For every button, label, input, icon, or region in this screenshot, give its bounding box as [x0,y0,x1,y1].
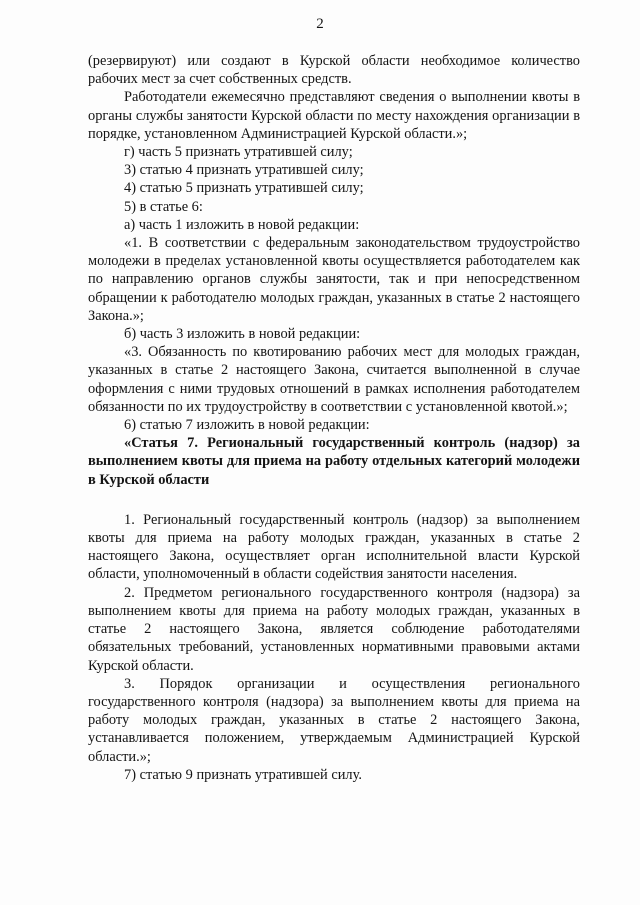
paragraph-article-7-point-2: 2. Предметом регионального государственного контроля (надзора) за выполнением квоты для приема на работу молодых граждан, указанных в статье 2 настоящего Закона, является соблюдение работодателями обязательных требований, установленных нормативными правовыми актами Курской области. [88,584,580,674]
paragraph-part-3-text: «3. Обязанность по квотированию рабочих мест для молодых граждан, указанных в статье 2 настоящего Закона, считается выполненной в случае оформления с ними трудовых отношений в рамках исполнения работодателем обязанности по их трудоустройству в соответствии с установленной квотой.»; [88,344,580,415]
page-number: 2 [316,16,324,32]
spacer [88,489,580,511]
paragraph-item-5: 5) в статье 6: [124,198,203,215]
paragraph-item-6: 6) статью 7 изложить в новой редакции: [124,417,370,434]
article-7-heading: «Статья 7. Региональный государственный контроль (надзор) за выполнением квоты для приема на работу отдельных категорий молодежи в Курской области [88,435,580,488]
document-body [88,52,580,784]
paragraph-employers-report: Работодатели ежемесячно представляют сведения о выполнении квоты в органы службы занятости Курской области по месту нахождения организации в порядке, установленном Администрацией Курской области.»; [88,89,580,142]
paragraph-part-1-text: «1. В соответствии с федеральным законодательством трудоустройство молодежи в пределах установленной квоты осуществляется работодателем как по направлению органов службы занятости, так и при непосредственном обращении к работодателю молодых граждан, указанных в статье 2 настоящего Закона.»; [88,235,580,324]
paragraph-item-3: 3) статью 4 признать утратившей силу; [124,162,364,179]
paragraph-item-g: г) часть 5 признать утратившей силу; [124,144,353,161]
paragraph-article-7-point-1: 1. Региональный государственный контроль (надзор) за выполнением квоты для приема на работу молодых граждан, указанных в статье 2 настоящего Закона, осуществляет орган исполнительной власти Курской области, уполномоченный в области содействия занятости населения. [88,511,580,583]
paragraph-item-7: 7) статью 9 признать утратившей силу. [124,766,362,783]
paragraph-item-a: а) часть 1 изложить в новой редакции: [124,216,360,233]
paragraph-article-7-point-3: 3. Порядок организации и осуществления регионального государственного контроля (надзора) за выполнением квоты для приема на работу молодых граждан, указанных в статье 2 настоящего Закона, устанавливается положением, утверждаемым Администрацией Курской области.»; [88,675,580,765]
paragraph-item-4: 4) статью 5 признать утратившей силу; [124,180,364,197]
paragraph-item-b: б) часть 3 изложить в новой редакции: [124,326,361,343]
paragraph-continuation: (резервируют) или создают в Курской области необходимое количество рабочих мест за счет собственных средств. [88,53,580,88]
